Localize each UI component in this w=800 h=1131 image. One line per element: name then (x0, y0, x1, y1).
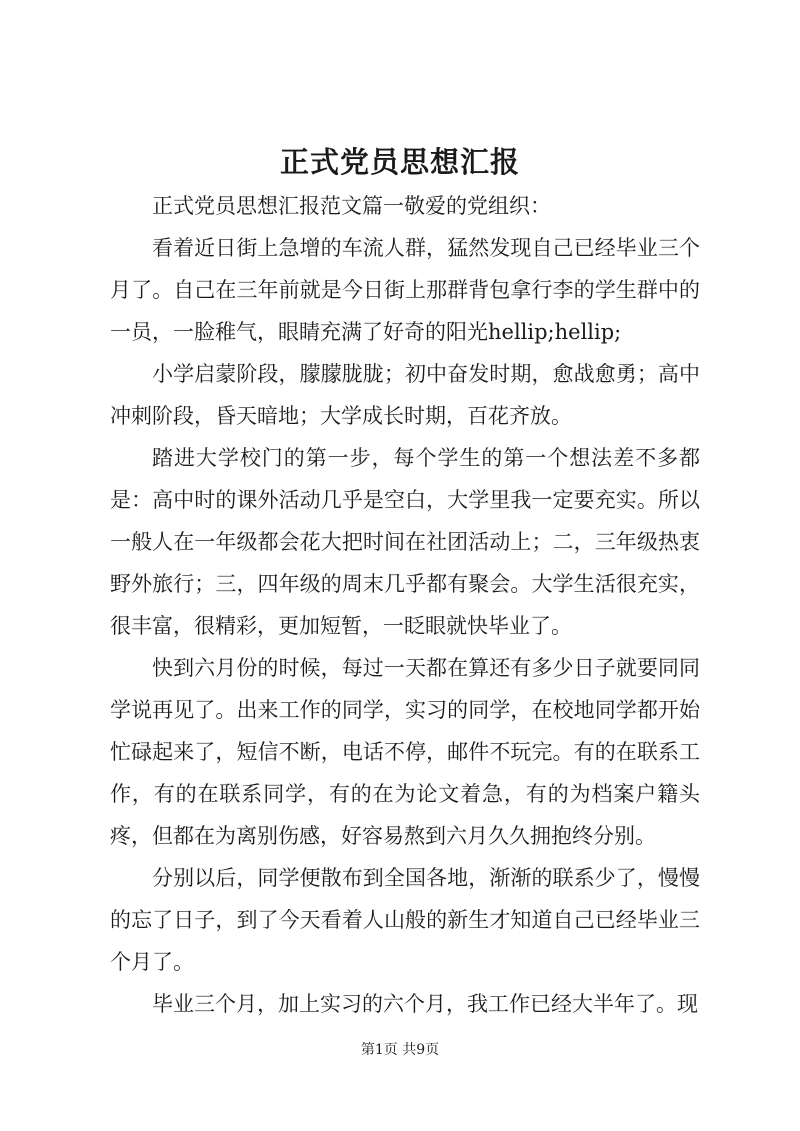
document-title: 正式党员思想汇报 (279, 145, 520, 179)
paragraph: 快到六月份的时候，每过一天都在算还有多少日子就要同同学说再见了。出来工作的同学，实习的同学，在校地同学都开始忙碌起来了，短信不断，电话不停，邮件不玩完。有的在联系工作，有的在联系同学，有的在为论文着急，有的为档案户籍头疼，但都在为离别伤感，好容易熬到六月久久拥抱终分别。 (110, 656, 700, 848)
document-body (110, 185, 700, 1025)
page-number-footer: 第1页 共9页 (360, 1042, 440, 1058)
paragraph: 毕业三个月，加上实习的六个月，我工作已经大半年了。现 (152, 992, 698, 1016)
paragraph: 小学启蒙阶段，朦朦胧胧；初中奋发时期，愈战愈勇；高中冲刺阶段，昏天暗地；大学成长时期，百花齐放。 (110, 362, 700, 428)
paragraph: 踏进大学校门的第一步，每个学生的第一个想法差不多都是：高中时的课外活动几乎是空白，大学里我一定要充实。所以一般人在一年级都会花大把时间在社团活动上；二，三年级热衷野外旅行；三，四年级的周末几乎都有聚会。大学生活很充实，很丰富，很精彩，更加短暂，一眨眼就快毕业了。 (110, 446, 700, 638)
paragraph: 看着近日街上急增的车流人群，猛然发现自己已经毕业三个月了。自己在三年前就是今日街上那群背包拿行李的学生群中的一员，一脸稚气，眼睛充满了好奇的阳光hellip;hellip; (110, 236, 700, 344)
paragraph-greeting: 正式党员思想汇报范文篇一敬爱的党组织： (152, 194, 551, 218)
paragraph: 分别以后，同学便散布到全国各地，渐渐的联系少了，慢慢的忘了日子，到了今天看着人山般的新生才知道自己已经毕业三个月了。 (110, 866, 700, 974)
